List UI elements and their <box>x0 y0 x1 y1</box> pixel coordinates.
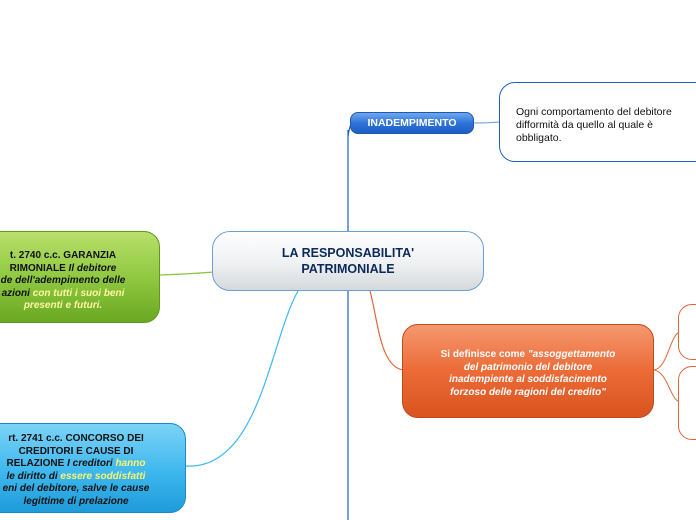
concorso-line-3a: RELAZIONE <box>6 458 68 469</box>
concorso-line-3b: I creditori <box>67 458 116 469</box>
assoggettamento-line-4: forzoso delle ragioni del credito" <box>450 386 606 398</box>
assoggettamento-line-1a: Si definisce come <box>440 349 528 360</box>
concorso-connector <box>186 291 298 466</box>
concorso-line-5: eni del debitore, salve le cause <box>2 483 150 494</box>
concorso-line-1: rt. 2741 c.c. CONCORSO DEI <box>8 433 144 444</box>
garanzia-connector <box>160 272 214 275</box>
garanzia-line-2 <box>0 263 145 276</box>
inadempimento-definition-node[interactable] <box>499 82 696 162</box>
inadempimento-label: INADEMPIMENTO <box>367 117 457 129</box>
assoggettamento-line-2: del patrimonio del debitore <box>463 361 593 373</box>
definition-line-1: Ogni comportamento del debitore <box>516 106 672 118</box>
assoggettamento-connector <box>370 291 404 370</box>
child-node-2[interactable] <box>678 366 696 440</box>
stub-connector-2 <box>654 370 680 402</box>
central-topic-node[interactable] <box>212 231 484 291</box>
concorso-line-4a: le diritto di <box>6 470 61 482</box>
garanzia-line-4a: azioni <box>1 287 33 299</box>
assoggettamento-node[interactable] <box>402 324 654 418</box>
garanzia-patrimoniale-node[interactable] <box>0 231 160 323</box>
garanzia-line-1: t. 2740 c.c. GARANZIA <box>9 250 117 261</box>
definition-line-3: obbligato. <box>516 132 562 144</box>
concorso-creditori-node[interactable] <box>0 423 186 513</box>
definition-line-2: difformità da quello al quale è <box>516 119 653 131</box>
concorso-line-3 <box>0 458 169 471</box>
definition-connector <box>474 122 499 123</box>
garanzia-line-3: de dell'adempimento delle <box>0 275 126 286</box>
concorso-line-3c: hanno <box>115 458 146 469</box>
concorso-line-6: legittime di prelazione <box>23 495 129 507</box>
assoggettamento-line-3: inadempiente al soddisfacimento <box>449 374 607 385</box>
concorso-line-4 <box>0 471 169 484</box>
assoggettamento-line-1 <box>421 349 635 362</box>
garanzia-line-2a: RIMONIALE <box>9 262 69 274</box>
inadempimento-node[interactable] <box>350 112 474 134</box>
assoggettamento-line-1b: "assoggettamento <box>527 349 616 360</box>
child-node-1[interactable] <box>678 304 696 360</box>
garanzia-line-4 <box>0 288 145 301</box>
garanzia-line-4b: con tutti i suoi beni <box>32 287 125 299</box>
concorso-line-4b: essere soddisfatti <box>60 470 146 482</box>
garanzia-line-2b: Il debitore <box>68 262 117 274</box>
concorso-line-2: CREDITORI E CAUSE DI <box>18 445 134 457</box>
central-topic-line-1: LA RESPONSABILITA' <box>281 246 415 260</box>
garanzia-line-5: presenti e futuri. <box>23 300 103 311</box>
central-topic-line-2: PATRIMONIALE <box>301 262 395 276</box>
stub-connector-1 <box>654 332 680 370</box>
